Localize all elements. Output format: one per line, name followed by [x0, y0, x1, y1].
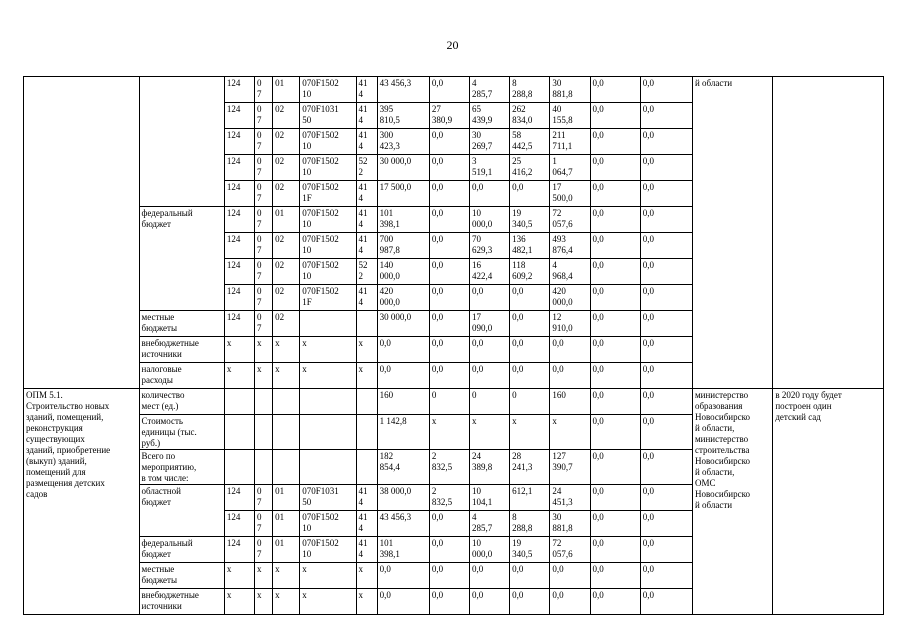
- table-cell: 0,0: [429, 233, 469, 259]
- table-cell: 4 285,7: [470, 511, 510, 537]
- table-cell: 0 7: [255, 233, 273, 259]
- table-cell: 30 000,0: [377, 311, 429, 337]
- table-cell: 0,0: [510, 181, 550, 207]
- table-cell: 0: [429, 389, 469, 415]
- table-cell: 0,0: [590, 207, 640, 233]
- table-cell: 101 398,1: [377, 207, 429, 233]
- result-cell: [773, 77, 884, 389]
- table-cell: 124: [224, 233, 254, 259]
- table-cell: [356, 415, 377, 450]
- table-cell: 0,0: [640, 537, 692, 563]
- table-cell: x: [273, 563, 300, 589]
- table-cell: [300, 450, 356, 485]
- table-cell: [356, 450, 377, 485]
- table-cell: 01: [273, 511, 300, 537]
- table-cell: [273, 389, 300, 415]
- table-cell: 0,0: [429, 181, 469, 207]
- table-cell: 0,0: [550, 363, 590, 389]
- table-cell: 17 500,0: [377, 181, 429, 207]
- table-cell: местные бюджеты: [139, 311, 224, 337]
- table-cell: 43 456,3: [377, 511, 429, 537]
- table-cell: 0,0: [429, 77, 469, 103]
- table-cell: 0,0: [640, 363, 692, 389]
- table-cell: 24 389,8: [470, 450, 510, 485]
- table-cell: 0,0: [429, 511, 469, 537]
- table-cell: 0,0: [470, 589, 510, 615]
- table-cell: 0,0: [590, 450, 640, 485]
- table-cell: 124: [224, 103, 254, 129]
- table-cell: 0,0: [510, 589, 550, 615]
- table-cell: 0,0: [590, 363, 640, 389]
- table-cell: 02: [273, 311, 300, 337]
- table-cell: 0,0: [590, 311, 640, 337]
- table-cell: 41 4: [356, 511, 377, 537]
- table-cell: 30 000,0: [377, 155, 429, 181]
- table-cell: 0: [510, 389, 550, 415]
- table-cell: 140 000,0: [377, 259, 429, 285]
- table-cell: местные бюджеты: [139, 563, 224, 589]
- table-cell: 41 4: [356, 233, 377, 259]
- table-cell: 0 7: [255, 181, 273, 207]
- table-cell: 0,0: [429, 207, 469, 233]
- table-cell: 0,0: [640, 511, 692, 537]
- table-cell: 0,0: [429, 537, 469, 563]
- table-cell: областной бюджет: [139, 485, 224, 537]
- table-cell: 19 340,5: [510, 537, 550, 563]
- table-cell: x: [255, 337, 273, 363]
- table-cell: [300, 415, 356, 450]
- table-cell: 0,0: [470, 563, 510, 589]
- table-cell: 0,0: [590, 563, 640, 589]
- table-cell: [255, 450, 273, 485]
- table-cell: 262 834,0: [510, 103, 550, 129]
- table-cell: 02: [273, 129, 300, 155]
- table-cell: 070F1502 10: [300, 511, 356, 537]
- table-cell: 0,0: [640, 589, 692, 615]
- table-cell: 0,0: [590, 537, 640, 563]
- table-cell: 124: [224, 311, 254, 337]
- table-cell: 30 881,8: [550, 77, 590, 103]
- table-cell: 10 104,1: [470, 485, 510, 511]
- table-cell: x: [255, 563, 273, 589]
- table-cell: 0,0: [590, 337, 640, 363]
- table-cell: 0,0: [510, 363, 550, 389]
- table-cell: 0,0: [510, 337, 550, 363]
- table-cell: 127 390,7: [550, 450, 590, 485]
- table-cell: 0,0: [590, 233, 640, 259]
- table-cell: 0: [470, 389, 510, 415]
- table-cell: 136 482,1: [510, 233, 550, 259]
- table-cell: 0,0: [429, 363, 469, 389]
- table-cell: 0,0: [429, 337, 469, 363]
- table-cell: 101 398,1: [377, 537, 429, 563]
- table-cell: 72 057,6: [550, 207, 590, 233]
- table-cell: 0,0: [550, 589, 590, 615]
- table-cell: x: [273, 589, 300, 615]
- table-cell: 2 832,5: [429, 485, 469, 511]
- result-cell: в 2020 году будет построен один детский сад: [773, 389, 884, 615]
- table-cell: 070F1502 10: [300, 537, 356, 563]
- table-cell: 0,0: [640, 207, 692, 233]
- table-cell: [273, 450, 300, 485]
- table-cell: 124: [224, 181, 254, 207]
- table-cell: 27 380,9: [429, 103, 469, 129]
- table-cell: 0,0: [640, 285, 692, 311]
- table-cell: 124: [224, 77, 254, 103]
- table-cell: 0,0: [377, 589, 429, 615]
- table-cell: 0,0: [590, 415, 640, 450]
- table-cell: [273, 415, 300, 450]
- table-cell: 0,0: [590, 129, 640, 155]
- table-cell: 28 241,3: [510, 450, 550, 485]
- table-cell: 0 7: [255, 103, 273, 129]
- table-cell: 10 000,0: [470, 207, 510, 233]
- table-cell: 0,0: [640, 311, 692, 337]
- table-cell: количество мест (ед.): [139, 389, 224, 415]
- table-cell: [139, 77, 224, 207]
- table-cell: 0,0: [429, 589, 469, 615]
- table-cell: 124: [224, 485, 254, 511]
- table-cell: 0,0: [640, 259, 692, 285]
- table-cell: 211 711,1: [550, 129, 590, 155]
- table-cell: 38 000,0: [377, 485, 429, 511]
- table-cell: 1 142,8: [377, 415, 429, 450]
- table-cell: 300 423,3: [377, 129, 429, 155]
- table-cell: 0 7: [255, 129, 273, 155]
- table-cell: 0,0: [470, 285, 510, 311]
- table-cell: 0,0: [550, 563, 590, 589]
- table-cell: x: [255, 363, 273, 389]
- table-cell: 0,0: [640, 450, 692, 485]
- table-cell: 0,0: [377, 337, 429, 363]
- table-row: [24, 389, 884, 415]
- table-cell: [356, 389, 377, 415]
- table-cell: 8 288,8: [510, 77, 550, 103]
- table-cell: 070F1502 10: [300, 259, 356, 285]
- budget-table: [23, 76, 884, 615]
- table-cell: 124: [224, 259, 254, 285]
- table-cell: 0,0: [640, 77, 692, 103]
- table-cell: 0,0: [590, 485, 640, 511]
- table-cell: 0,0: [640, 485, 692, 511]
- table-cell: налоговые расходы: [139, 363, 224, 389]
- table-cell: x: [429, 415, 469, 450]
- table-cell: [255, 415, 273, 450]
- table-cell: 070F1502 10: [300, 207, 356, 233]
- table-cell: x: [300, 589, 356, 615]
- table-cell: 612,1: [510, 485, 550, 511]
- table-cell: 0,0: [640, 389, 692, 415]
- table-cell: 1 064,7: [550, 155, 590, 181]
- table-cell: 0,0: [640, 129, 692, 155]
- table-cell: 118 609,2: [510, 259, 550, 285]
- table-cell: 0,0: [590, 589, 640, 615]
- table-cell: 41 4: [356, 181, 377, 207]
- table-cell: 0,0: [429, 311, 469, 337]
- table-cell: 01: [273, 537, 300, 563]
- table-cell: 02: [273, 155, 300, 181]
- table-cell: x: [255, 589, 273, 615]
- table-cell: 0,0: [640, 233, 692, 259]
- table-cell: 02: [273, 233, 300, 259]
- table-cell: x: [356, 337, 377, 363]
- table-cell: 0,0: [429, 285, 469, 311]
- table-cell: [300, 311, 356, 337]
- table-cell: x: [300, 363, 356, 389]
- table-cell: 4 968,4: [550, 259, 590, 285]
- table-cell: федеральный бюджет: [139, 537, 224, 563]
- table-cell: 493 876,4: [550, 233, 590, 259]
- table-cell: 0 7: [255, 285, 273, 311]
- table-cell: 17 090,0: [470, 311, 510, 337]
- table-cell: 0,0: [377, 563, 429, 589]
- table-cell: 41 4: [356, 77, 377, 103]
- table-cell: 0 7: [255, 311, 273, 337]
- table-cell: 41 4: [356, 537, 377, 563]
- table-cell: [224, 415, 254, 450]
- table-cell: 41 4: [356, 207, 377, 233]
- table-cell: 124: [224, 511, 254, 537]
- table-cell: 0 7: [255, 77, 273, 103]
- table-cell: 0,0: [377, 363, 429, 389]
- table-cell: x: [470, 415, 510, 450]
- table-cell: x: [300, 563, 356, 589]
- table-cell: x: [356, 589, 377, 615]
- table-cell: 58 442,5: [510, 129, 550, 155]
- table-cell: 30 269,7: [470, 129, 510, 155]
- table-cell: x: [224, 337, 254, 363]
- table-cell: x: [550, 415, 590, 450]
- table-cell: 0,0: [640, 103, 692, 129]
- table-cell: 01: [273, 77, 300, 103]
- table-cell: 2 832,5: [429, 450, 469, 485]
- table-cell: 30 881,8: [550, 511, 590, 537]
- table-cell: [356, 311, 377, 337]
- table-cell: 12 910,0: [550, 311, 590, 337]
- table-cell: 070F1502 10: [300, 155, 356, 181]
- table-cell: 0,0: [590, 181, 640, 207]
- table-cell: 0,0: [429, 259, 469, 285]
- table-cell: Всего по мероприятию, в том числе:: [139, 450, 224, 485]
- table-cell: [224, 389, 254, 415]
- table-cell: 070F1502 10: [300, 129, 356, 155]
- table-cell: 02: [273, 259, 300, 285]
- table-cell: 41 4: [356, 129, 377, 155]
- responsible-cell: министерство образования Новосибирско й области, министерство строительства Новосибирско й области, ОМС Новосибирско й области: [692, 389, 772, 615]
- table-cell: 3 519,1: [470, 155, 510, 181]
- table-cell: 02: [273, 181, 300, 207]
- table-cell: 0 7: [255, 485, 273, 511]
- table-cell: x: [224, 363, 254, 389]
- table-cell: [255, 389, 273, 415]
- page-number: 20: [446, 38, 459, 52]
- activity-name-cell: ОПМ 5.1. Строительство новых зданий, помещений, реконструкция существующих зданий, приобретение (выкуп) зданий, помещений для размещения детских садов: [24, 389, 140, 615]
- table-cell: 41 4: [356, 103, 377, 129]
- table-cell: 17 500,0: [550, 181, 590, 207]
- table-cell: 8 288,8: [510, 511, 550, 537]
- table-row: [24, 77, 884, 103]
- table-cell: 70 629,3: [470, 233, 510, 259]
- table-cell: 02: [273, 285, 300, 311]
- table-cell: федеральный бюджет: [139, 207, 224, 311]
- table-cell: 0 7: [255, 511, 273, 537]
- table-cell: 0,0: [590, 259, 640, 285]
- table-cell: 0,0: [429, 155, 469, 181]
- table-cell: 0,0: [640, 337, 692, 363]
- table-cell: 124: [224, 207, 254, 233]
- table-cell: 10 000,0: [470, 537, 510, 563]
- table-cell: x: [224, 563, 254, 589]
- table-cell: 700 987,8: [377, 233, 429, 259]
- table-cell: 0,0: [640, 415, 692, 450]
- table-cell: 0,0: [640, 181, 692, 207]
- table-cell: 124: [224, 537, 254, 563]
- table-cell: 40 155,8: [550, 103, 590, 129]
- table-cell: 070F1031 50: [300, 485, 356, 511]
- table-cell: x: [356, 563, 377, 589]
- table-cell: 0,0: [590, 285, 640, 311]
- table-cell: 124: [224, 285, 254, 311]
- table-cell: 0,0: [590, 155, 640, 181]
- table-cell: 395 810,5: [377, 103, 429, 129]
- table-cell: x: [273, 363, 300, 389]
- table-cell: 0,0: [550, 337, 590, 363]
- table-cell: 0 7: [255, 155, 273, 181]
- table-cell: 070F1502 1F: [300, 181, 356, 207]
- table-cell: 0,0: [470, 337, 510, 363]
- table-cell: 0,0: [590, 511, 640, 537]
- table-cell: 4 285,7: [470, 77, 510, 103]
- table-cell: 124: [224, 129, 254, 155]
- table-cell: 0,0: [640, 155, 692, 181]
- table-cell: 65 439,9: [470, 103, 510, 129]
- table-cell: 0 7: [255, 259, 273, 285]
- table-cell: x: [300, 337, 356, 363]
- table-cell: 070F1502 10: [300, 233, 356, 259]
- table-cell: 0,0: [590, 77, 640, 103]
- table-cell: 0,0: [429, 129, 469, 155]
- table-cell: 01: [273, 485, 300, 511]
- table-cell: 19 340,5: [510, 207, 550, 233]
- table-cell: 0,0: [590, 389, 640, 415]
- table-cell: x: [224, 589, 254, 615]
- table-cell: Стоимость единицы (тыс. руб.): [139, 415, 224, 450]
- table-cell: 0,0: [470, 181, 510, 207]
- table-cell: 420 000,0: [377, 285, 429, 311]
- table-cell: [224, 450, 254, 485]
- responsible-cell: й области: [692, 77, 772, 389]
- table-cell: 41 4: [356, 285, 377, 311]
- table-cell: 52 2: [356, 155, 377, 181]
- table-cell: 0,0: [510, 563, 550, 589]
- table-cell: 070F1502 1F: [300, 285, 356, 311]
- table-cell: 0 7: [255, 537, 273, 563]
- table-cell: [24, 77, 140, 389]
- table-cell: 41 4: [356, 485, 377, 511]
- table-cell: 0,0: [470, 363, 510, 389]
- table-cell: 0,0: [590, 103, 640, 129]
- table-cell: внебюджетные источники: [139, 337, 224, 363]
- table-cell: 160: [550, 389, 590, 415]
- table-cell: 52 2: [356, 259, 377, 285]
- table-cell: 16 422,4: [470, 259, 510, 285]
- table-cell: 0,0: [510, 311, 550, 337]
- table-cell: x: [356, 363, 377, 389]
- table-cell: внебюджетные источники: [139, 589, 224, 615]
- table-cell: 070F1502 10: [300, 77, 356, 103]
- table-cell: [300, 389, 356, 415]
- table-cell: 182 854,4: [377, 450, 429, 485]
- table-cell: 24 451,3: [550, 485, 590, 511]
- table-cell: 160: [377, 389, 429, 415]
- table-cell: 43 456,3: [377, 77, 429, 103]
- table-cell: 02: [273, 103, 300, 129]
- table-cell: 25 416,2: [510, 155, 550, 181]
- table-cell: 0,0: [510, 285, 550, 311]
- table-cell: 72 057,6: [550, 537, 590, 563]
- table-cell: 070F1031 50: [300, 103, 356, 129]
- table-cell: 124: [224, 155, 254, 181]
- table-cell: 0 7: [255, 207, 273, 233]
- table-cell: 0,0: [429, 563, 469, 589]
- table-cell: x: [273, 337, 300, 363]
- table-cell: x: [510, 415, 550, 450]
- table-cell: 0,0: [640, 563, 692, 589]
- table-cell: 420 000,0: [550, 285, 590, 311]
- table-cell: 01: [273, 207, 300, 233]
